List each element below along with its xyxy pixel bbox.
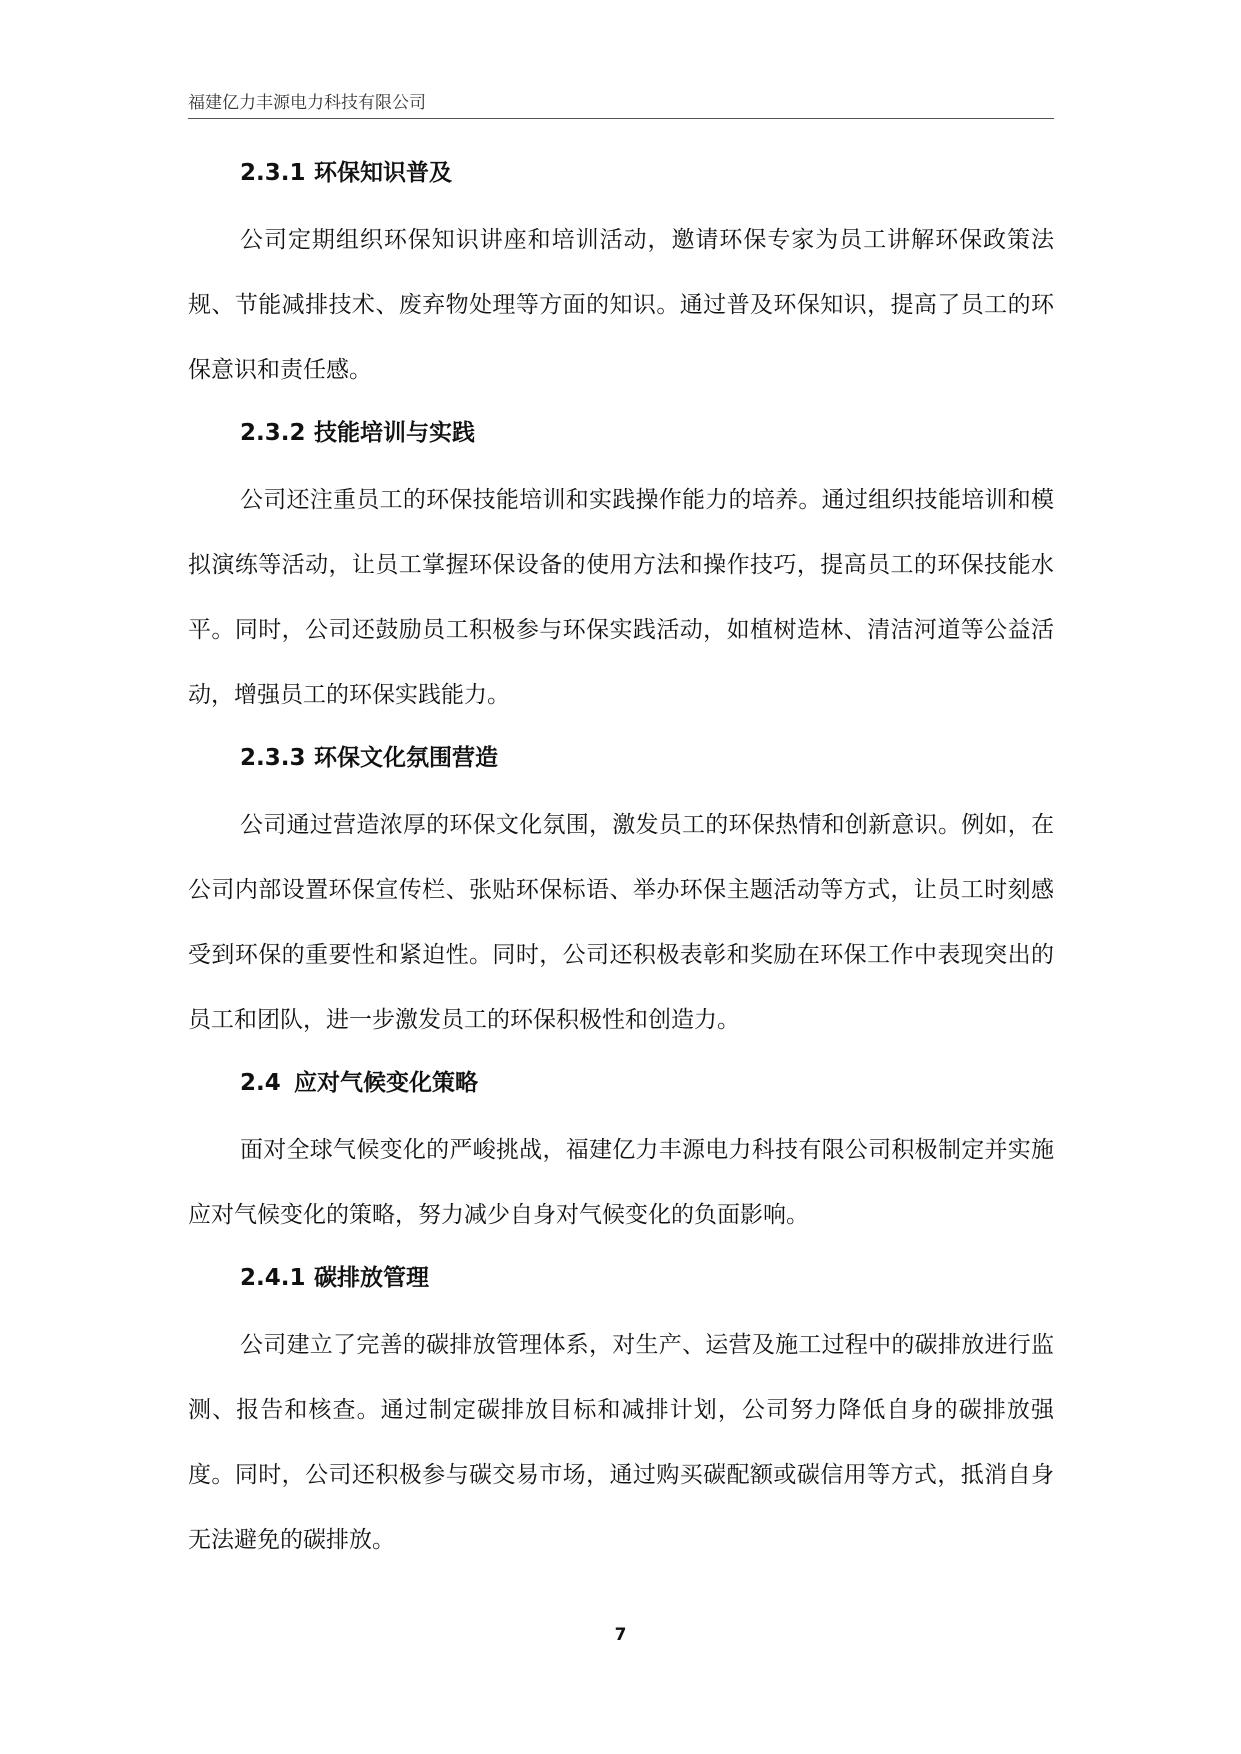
section-paragraph: 公司建立了完善的碳排放管理体系，对生产、运营及施工过程中的碳排放进行监测、报告和核查。通过制定碳排放目标和减排计划，公司努力降低自身的碳排放强度。同时，公司还积极参与碳交易市场，通过购买碳配额或碳信用等方式，抵消自身无法避免的碳排放。 [188, 1332, 1054, 1553]
section-title: 环保文化氛围营造 [314, 745, 498, 771]
page-number: 7 [614, 1625, 627, 1645]
section-title: 技能培训与实践 [314, 420, 475, 446]
section-paragraph: 公司还注重员工的环保技能培训和实践操作能力的培养。通过组织技能培训和模拟演练等活动，让员工掌握环保设备的使用方法和操作技巧，提高员工的环保技能水平。同时，公司还鼓励员工积极参与环保实践活动，如植树造林、清洁河道等公益活动，增强员工的环保实践能力。 [188, 487, 1054, 708]
section-number: 2.3.2 [240, 420, 306, 446]
section-title: 环保知识普及 [314, 160, 452, 186]
section-number: 2.4 [240, 1070, 281, 1096]
section-number: 2.3.3 [240, 745, 306, 771]
section-heading-2-4-1 [188, 1263, 1054, 1313]
section-paragraph: 面对全球气候变化的严峻挑战，福建亿力丰源电力科技有限公司积极制定并实施应对气候变化的策略，努力减少自身对气候变化的负面影响。 [188, 1137, 1054, 1228]
section-paragraph: 公司定期组织环保知识讲座和培训活动，邀请环保专家为员工讲解环保政策法规、节能减排技术、废弃物处理等方面的知识。通过普及环保知识，提高了员工的环保意识和责任感。 [188, 227, 1054, 383]
section-title: 应对气候变化策略 [294, 1070, 478, 1096]
section-number: 2.3.1 [240, 160, 306, 186]
section-number: 2.4.1 [240, 1265, 306, 1291]
section-paragraph: 公司通过营造浓厚的环保文化氛围，激发员工的环保热情和创新意识。例如，在公司内部设置环保宣传栏、张贴环保标语、举办环保主题活动等方式，让员工时刻感受到环保的重要性和紧迫性。同时，公司还积极表彰和奖励在环保工作中表现突出的员工和团队，进一步激发员工的环保积极性和创造力。 [188, 812, 1054, 1033]
page-header: 福建亿力丰源电力科技有限公司 [188, 93, 426, 113]
section-heading-2-3-2 [188, 418, 1054, 468]
document-body [188, 158, 1054, 1573]
header-divider [188, 118, 1054, 119]
section-heading-2-3-1 [188, 158, 1054, 208]
section-heading-2-4 [188, 1068, 1054, 1118]
section-heading-2-3-3 [188, 743, 1054, 793]
section-title: 碳排放管理 [314, 1265, 429, 1291]
